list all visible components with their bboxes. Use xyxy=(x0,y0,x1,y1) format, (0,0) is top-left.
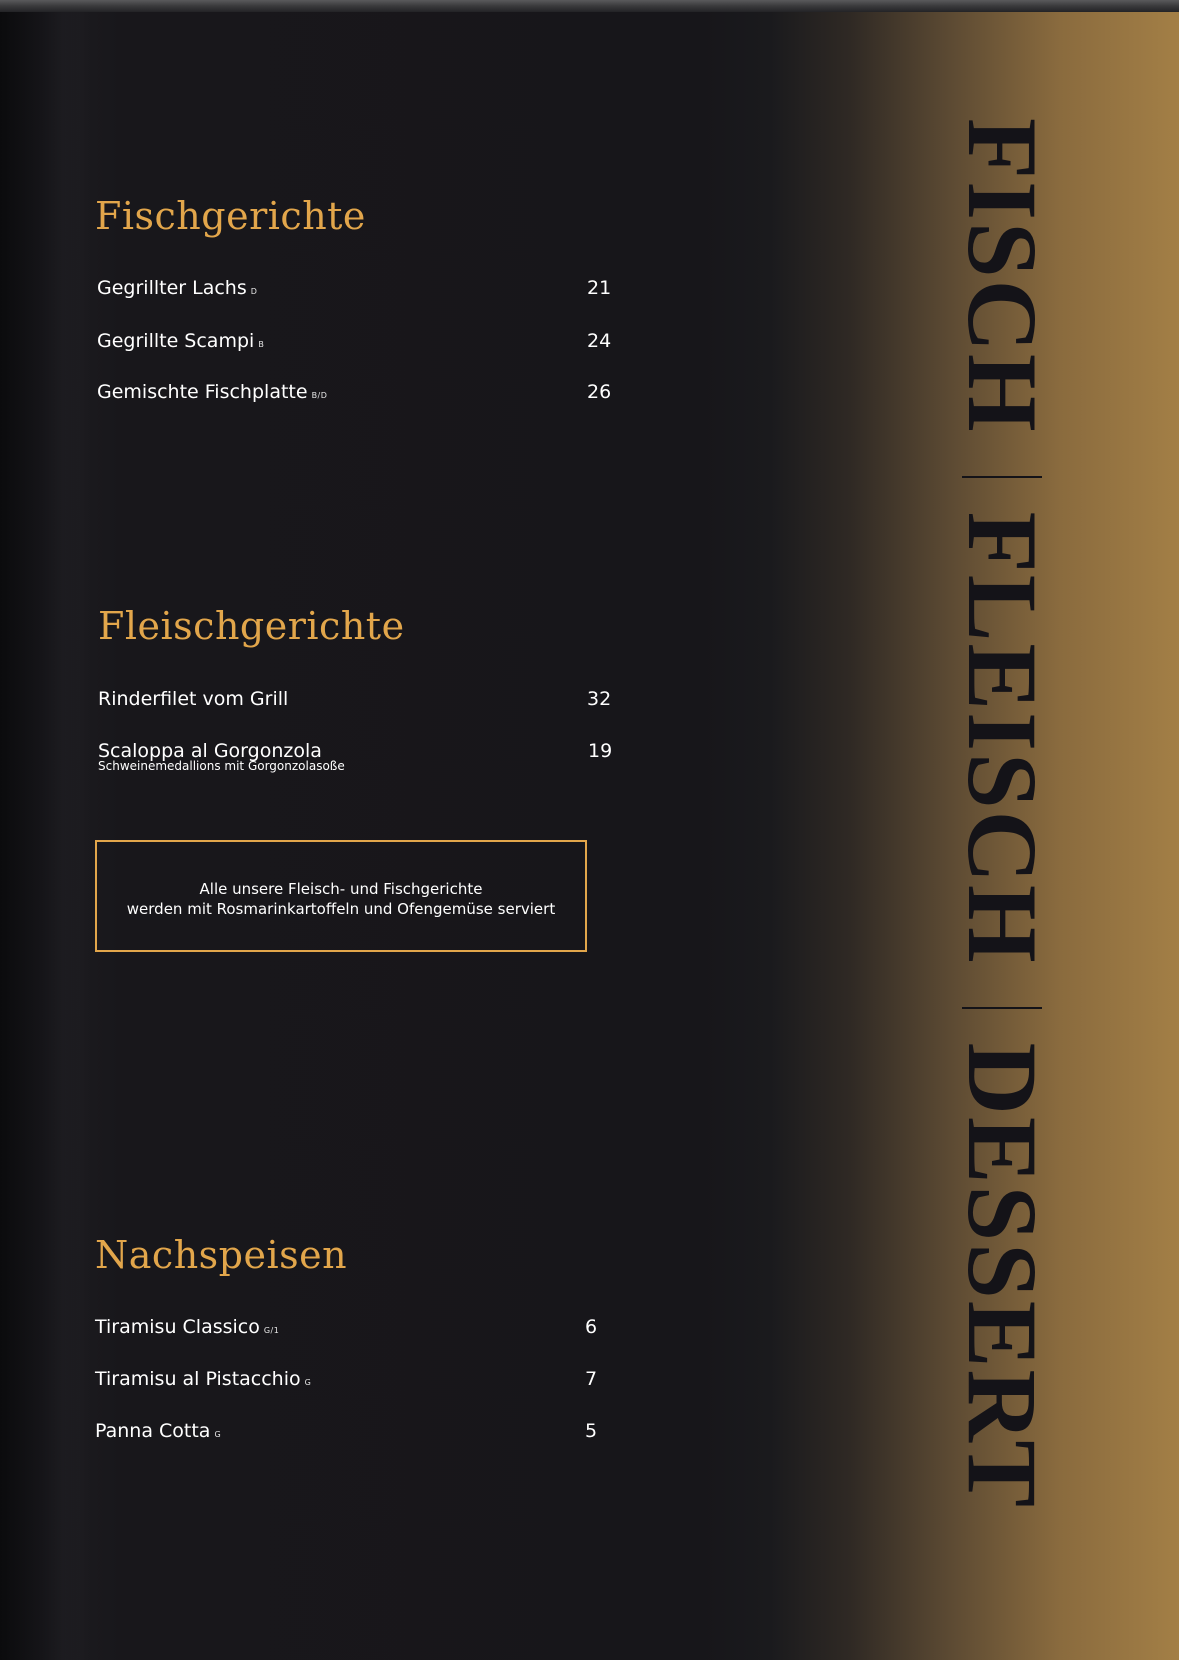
item-price: 21 xyxy=(587,277,612,299)
note-line: Alle unsere Fleisch- und Fischgerichte xyxy=(199,880,483,898)
item-price: 7 xyxy=(585,1368,598,1390)
menu-item xyxy=(95,1419,615,1449)
menu-item xyxy=(98,687,618,717)
menu-item xyxy=(97,276,617,306)
section-title-fleisch: Fleischgerichte xyxy=(98,604,405,648)
item-name: Gegrillte Scampi B xyxy=(97,330,265,352)
left-edge-shadow xyxy=(0,12,90,1660)
item-price: 26 xyxy=(587,381,612,403)
menu-item xyxy=(97,380,617,410)
side-dish-note xyxy=(95,840,587,952)
item-price: 19 xyxy=(588,740,613,762)
item-name: Gegrillter Lachs D xyxy=(97,277,258,299)
menu-item xyxy=(98,739,618,779)
side-word-fisch: FISCH xyxy=(947,118,1058,434)
item-name: Tiramisu Classico G/1 xyxy=(95,1316,280,1338)
item-description: Schweinemedallions mit Gorgonzolasoße xyxy=(98,759,345,773)
item-name: Gemischte Fischplatte B/D xyxy=(97,381,328,403)
item-price: 6 xyxy=(585,1316,598,1338)
allergen-code: B/D xyxy=(311,391,328,400)
side-word-fleisch: FLEISCH xyxy=(947,511,1058,965)
vertical-category-title xyxy=(947,118,1058,1618)
allergen-code: G xyxy=(214,1430,222,1439)
menu-item xyxy=(95,1315,615,1345)
menu-item xyxy=(95,1367,615,1397)
allergen-code: G/1 xyxy=(263,1326,280,1335)
section-title-fisch: Fischgerichte xyxy=(95,194,366,238)
menu-item xyxy=(97,329,617,359)
item-name: Scaloppa al Gorgonzola xyxy=(98,740,322,762)
allergen-code: G xyxy=(304,1378,312,1387)
item-price: 32 xyxy=(587,688,612,710)
note-line: werden mit Rosmarinkartoffeln und Ofengemüse serviert xyxy=(126,900,556,918)
side-divider xyxy=(962,1007,1042,1009)
side-divider xyxy=(962,476,1042,478)
allergen-code: B xyxy=(258,340,265,349)
item-name: Rinderfilet vom Grill xyxy=(98,688,289,710)
item-name: Tiramisu al Pistacchio G xyxy=(95,1368,312,1390)
side-word-dessert: DESSERT xyxy=(947,1042,1058,1509)
allergen-code: D xyxy=(250,287,258,296)
section-title-nachspeisen: Nachspeisen xyxy=(95,1233,348,1277)
item-name: Panna Cotta G xyxy=(95,1420,222,1442)
top-edge-bar xyxy=(0,0,1179,12)
item-price: 24 xyxy=(587,330,612,352)
item-price: 5 xyxy=(585,1420,598,1442)
